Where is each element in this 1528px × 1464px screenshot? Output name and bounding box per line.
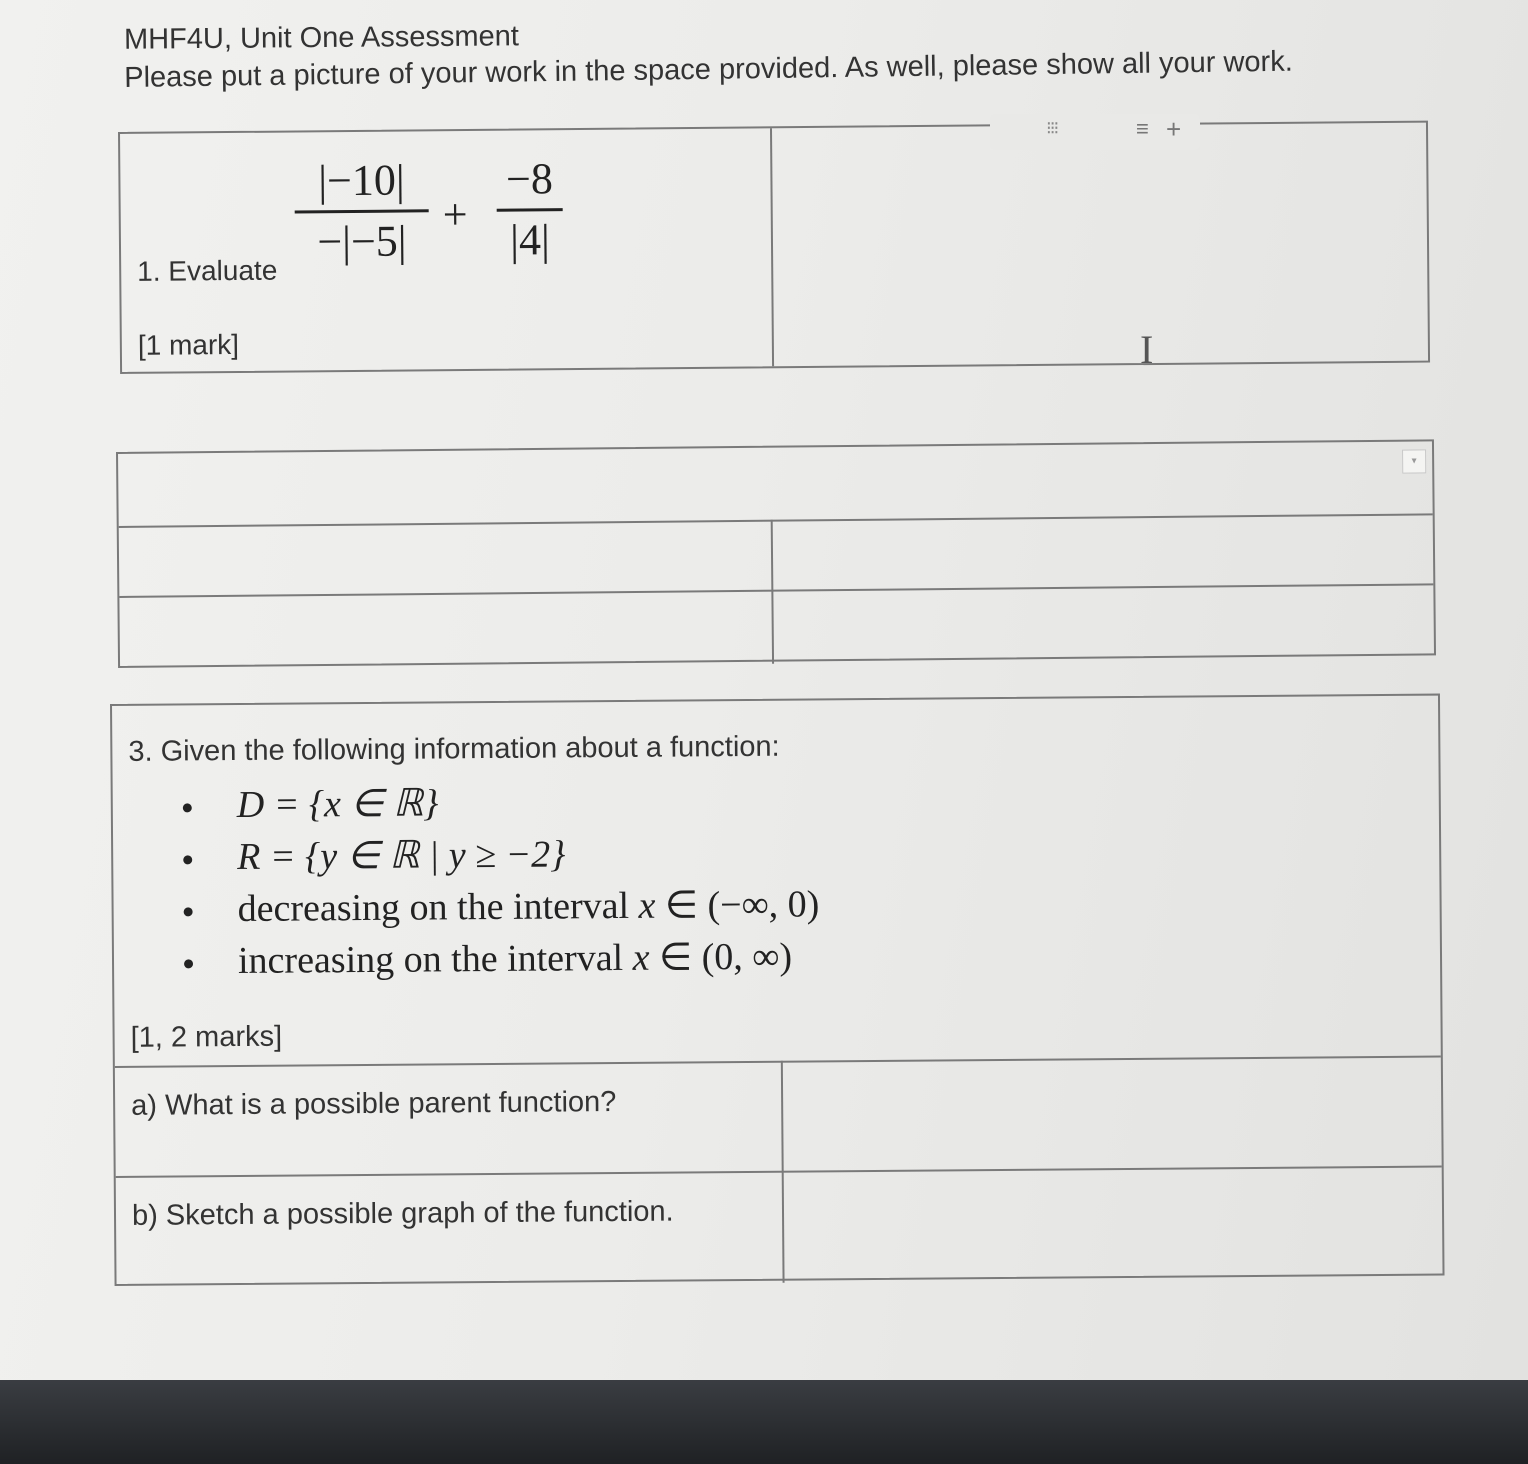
text-cursor-icon: I: [1140, 327, 1154, 372]
question-1-label: 1. Evaluate: [137, 254, 278, 287]
fraction-2-denominator: |4|: [509, 215, 550, 265]
condition-decreasing: [173, 878, 819, 935]
add-icon[interactable]: +: [1166, 114, 1182, 144]
column-divider: [771, 520, 774, 664]
condition-math: R = {y ∈ ℝ | y ≥ −2}: [237, 833, 566, 879]
bullet-icon: [184, 907, 193, 916]
instructions-text: Please put a picture of your work in the space provided. As well, please show all your work.: [124, 45, 1293, 94]
condition-text: ∈ (−∞, 0): [655, 883, 820, 927]
bullet-icon: [183, 803, 192, 812]
fraction-bar: [497, 208, 563, 212]
table-toolbar: [990, 114, 1200, 150]
fraction-2: [496, 154, 563, 266]
fraction-1-numerator: |−10|: [318, 155, 405, 206]
condition-text: increasing on the interval: [237, 936, 633, 983]
fraction-2-numerator: −8: [505, 154, 554, 204]
function-conditions-list: [173, 774, 820, 987]
bullet-icon: [183, 855, 192, 864]
question-3a-text: a) What is a possible parent function?: [131, 1086, 617, 1122]
fraction-1-denominator: −|−5|: [317, 216, 407, 267]
condition-text: decreasing on the interval: [237, 884, 639, 931]
question-1-marks: [1 mark]: [137, 328, 240, 361]
grip-icon[interactable]: ⁝⁝⁝: [1046, 118, 1058, 138]
dropdown-icon[interactable]: ▾: [1402, 449, 1426, 473]
plus-operator: +: [442, 189, 468, 240]
row-divider: [119, 513, 1433, 528]
condition-math: D = {x ∈ ℝ}: [236, 782, 439, 827]
condition-text: ∈ (0, ∞): [649, 935, 793, 979]
bullet-icon: [184, 959, 193, 968]
question-3b-text: b) Sketch a possible graph of the function.: [131, 1195, 674, 1232]
fraction-1: [294, 155, 429, 267]
row-divider: [119, 583, 1433, 598]
document-title: MHF4U, Unit One Assessment: [123, 20, 519, 56]
condition-math: x: [632, 936, 650, 979]
question-3-table: [110, 694, 1445, 1286]
condition-increasing: [174, 930, 820, 987]
column-divider: [770, 128, 774, 366]
fraction-bar: [295, 209, 429, 213]
row-divider: [115, 1056, 1441, 1068]
condition-domain: [173, 774, 819, 831]
question-1-table: [118, 121, 1430, 374]
monitor-bezel: [0, 1380, 1528, 1464]
question-3-marks: [1, 2 marks]: [130, 1020, 283, 1054]
question-2-table: [116, 439, 1436, 668]
sort-icon[interactable]: ≡: [1136, 116, 1149, 141]
question-3-prompt: 3. Given the following information about a function:: [128, 730, 780, 768]
condition-range: [173, 826, 819, 883]
row-divider: [116, 1166, 1442, 1178]
condition-math: x: [638, 884, 656, 927]
